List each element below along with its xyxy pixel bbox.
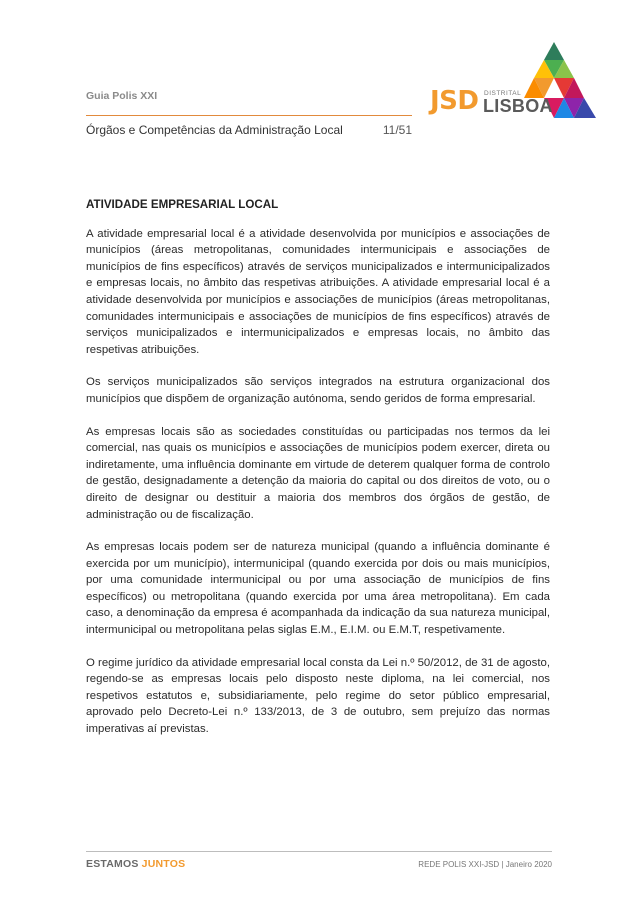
main-content <box>86 197 550 754</box>
section-title: Órgãos e Competências da Administração Local <box>86 123 343 137</box>
header-rule <box>86 115 412 116</box>
footer-slogan-word-2: JUNTOS <box>141 858 186 870</box>
paragraph-3: As empresas locais são as sociedades constituídas ou participadas nos termos da lei comercial, nas quais os municípios e associações de municípios podem exercer, direta ou indiretamente, uma influência dominante em virtude de deterem qualquer forma de controlo de gestão, designadamente a detenção da maioria do capital ou dos direitos de voto, ou o direito de designar ou destituir a maioria dos membros dos órgãos de gestão, de administração ou de fiscalização. <box>86 425 550 521</box>
footer-rule <box>86 851 552 852</box>
logo-jsd-text: JSD <box>430 86 479 116</box>
footer-slogan-word-1: ESTAMOS <box>86 858 139 870</box>
page-number: 11/51 <box>382 123 412 137</box>
logo-distrital-text: DISTRITAL <box>484 90 522 97</box>
paragraph-2: Os serviços municipalizados são serviços integrados na estrutura organizacional dos municípios que dispõem de organização autónoma, sendo geridos de forma empresarial. <box>86 376 550 405</box>
section-heading: ATIVIDADE EMPRESARIAL LOCAL <box>86 198 279 211</box>
jsd-lisboa-logo <box>430 40 600 120</box>
logo-lisboa-text: LISBOA <box>483 96 553 116</box>
guide-title: Guia Polis XXI <box>86 90 158 102</box>
paragraph-1: A atividade empresarial local é a atividade desenvolvida por municípios e associações de municípios (áreas metropolitanas, comunidades intermunicipais e associações de municípios de fins específicos) através de serviços municipalizados e intermunicipalizados e empresas locais, no âmbito das respetivas atribuições. A atividade empresarial local é a atividade desenvolvida por municípios e associações de municípios (áreas metropolitanas, comunidades intermunicipais e associações de municípios de fins específicos) através de serviços municipalizados e intermunicipalizados e empresas locais, no âmbito das respetivas atribuições. <box>86 227 550 356</box>
paragraph-5: O regime jurídico da atividade empresarial local consta da Lei n.º 50/2012, de 31 de agosto, regendo-se as empresas locais pelo disposto neste diploma, na lei comercial, nos respetivos estatutos e, subsidiariamente, pelo regime do setor público empresarial, aprovado pelo Decreto-Lei n.º 133/2013, de 3 de outubro, sem prejuízo das normas imperativas aí previstas. <box>86 656 550 736</box>
footer-slogan <box>86 858 185 870</box>
paragraph-4: As empresas locais podem ser de natureza municipal (quando a influência dominante é exercida por um município), intermunicipal (quando exercida por dois ou mais municípios, por uma comunidade intermunicipal ou por uma associação de municípios de fins específicos) ou metropolitana (quando exercida por uma área metropolitana). Em cada caso, a denominação da empresa é acompanhada da indicação da sua natureza municipal, intermunicipal ou metropolitana pelas siglas E.M., E.I.M. ou E.M.T, respetivamente. <box>86 541 550 637</box>
footer-network-date: REDE POLIS XXI-JSD | Janeiro 2020 <box>418 860 552 869</box>
